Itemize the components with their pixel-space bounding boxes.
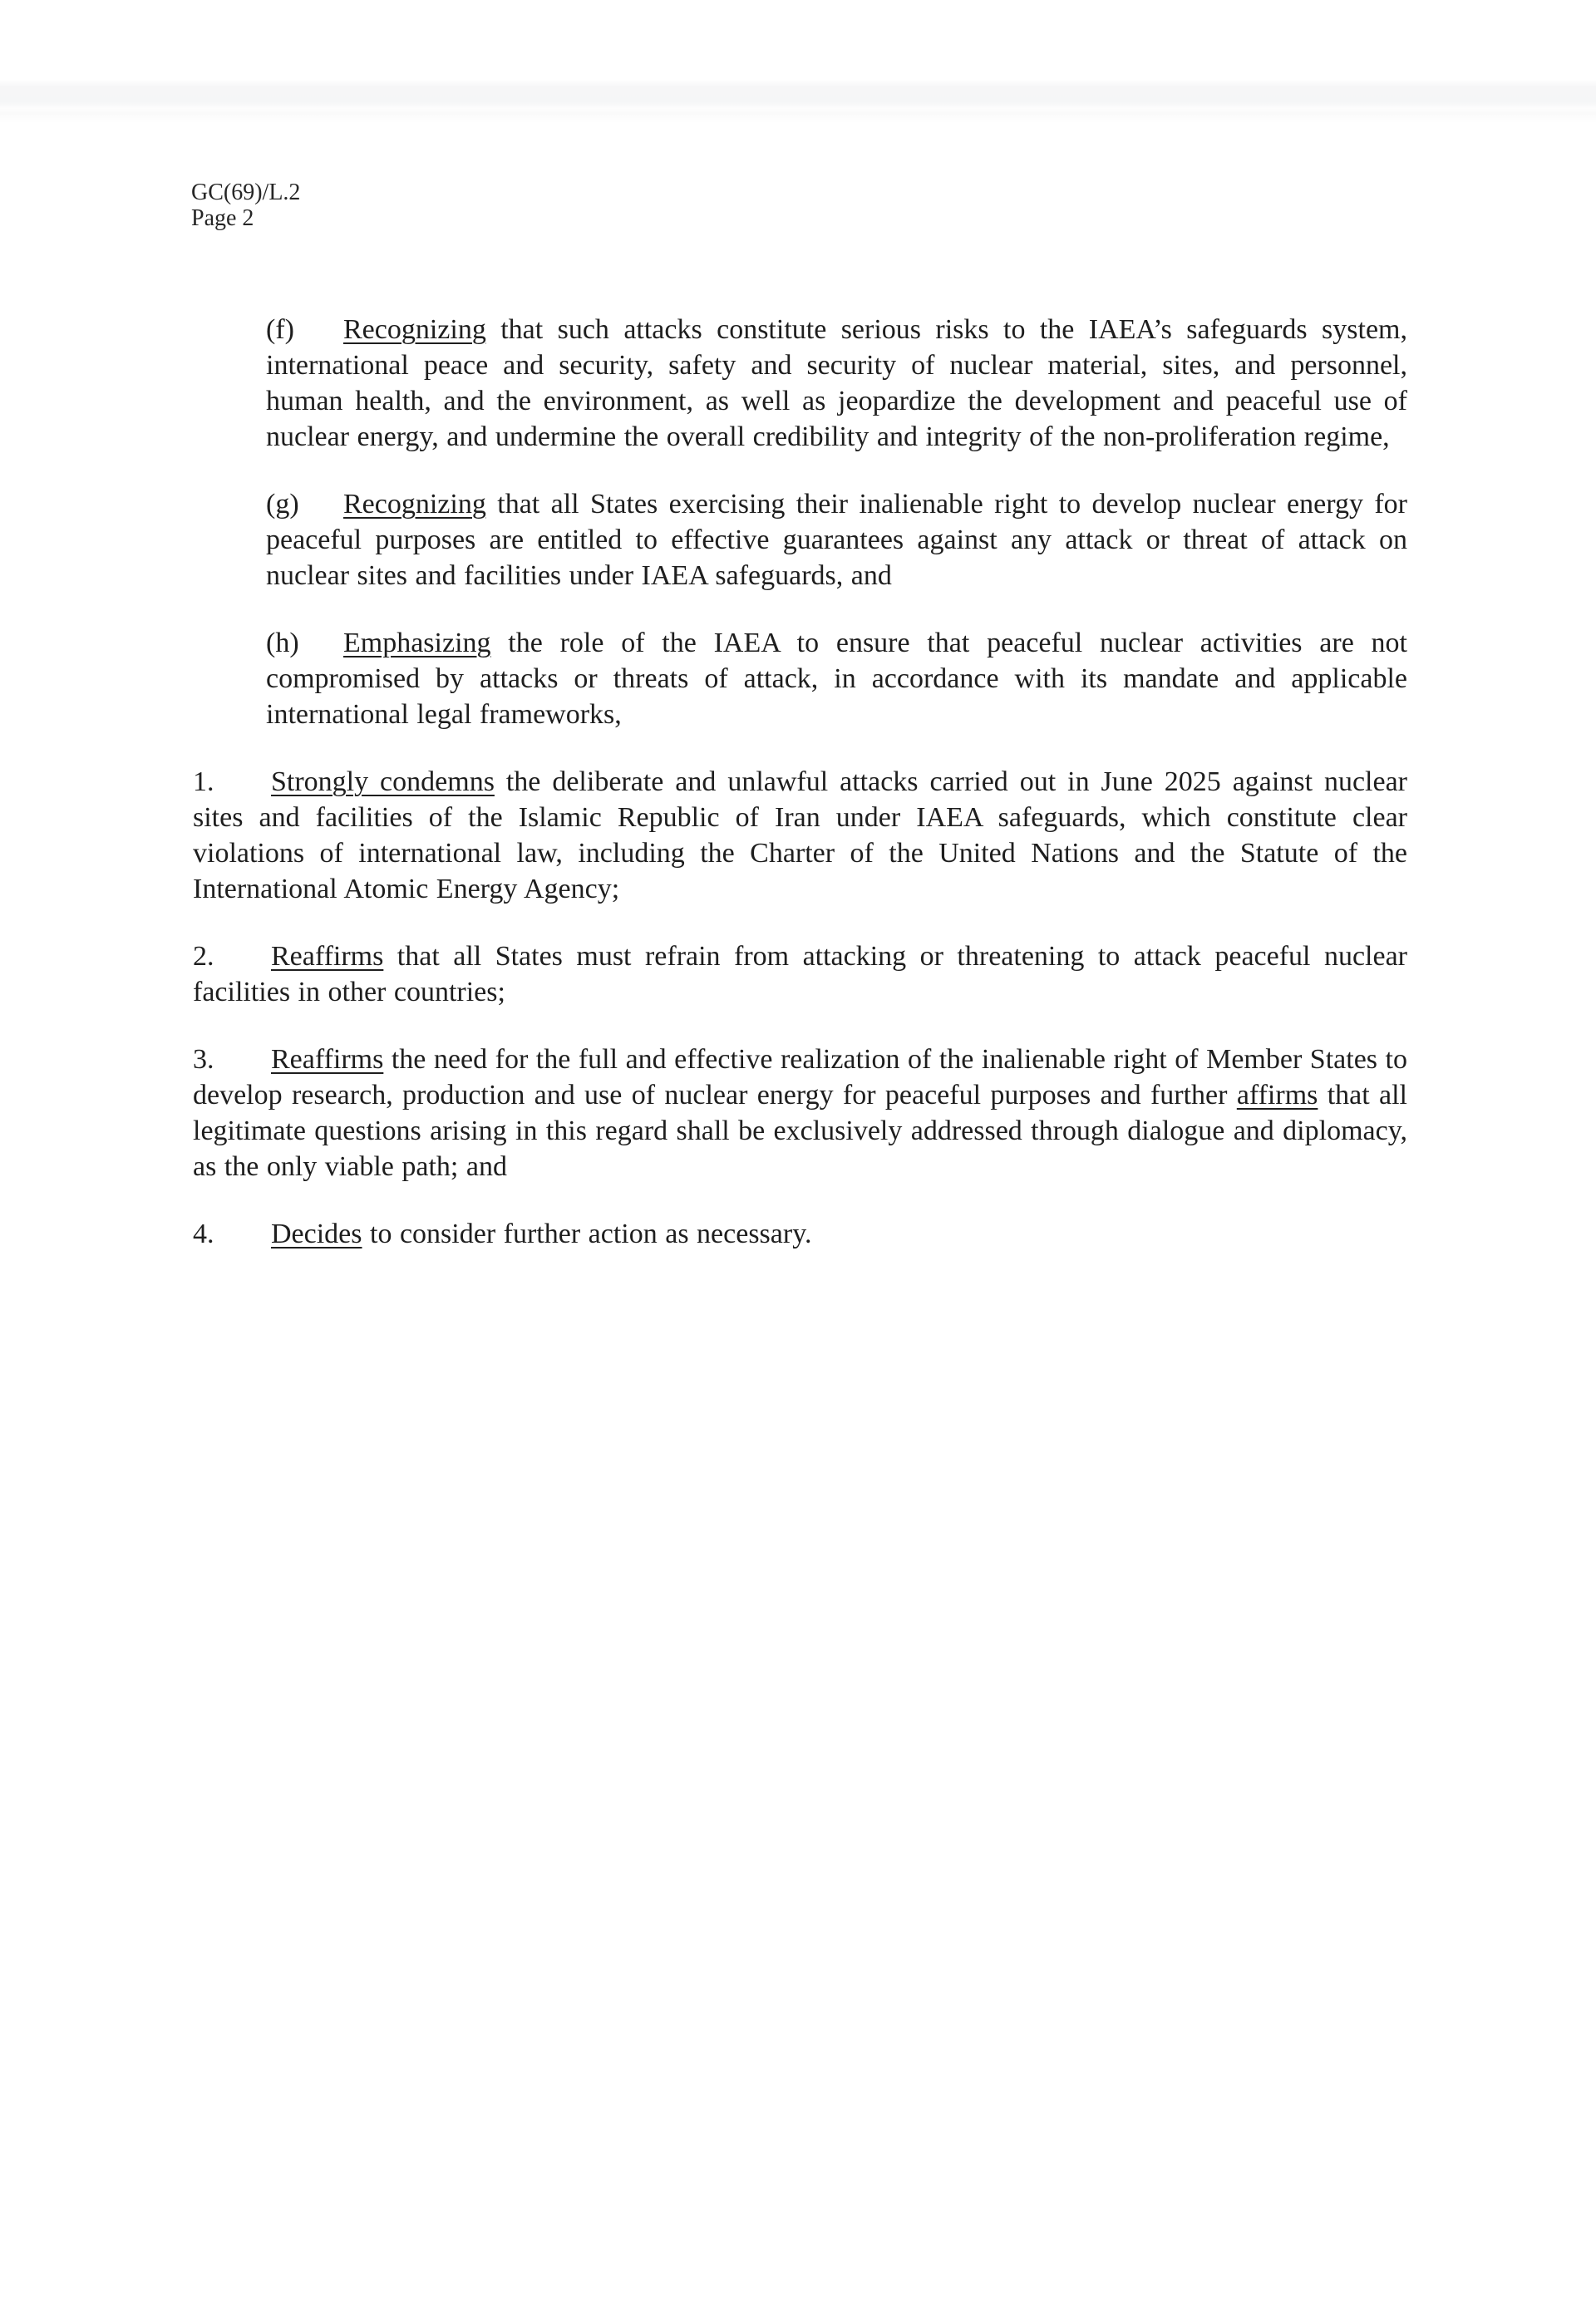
paragraph-g	[266, 486, 1407, 593]
paragraph-label: 2.	[193, 941, 214, 972]
underlined-text: Decides	[271, 1219, 362, 1249]
text-run: the role of the IAEA to ensure that peaceful nuclear activities are not compromised by attacks or threats of attack, in accordance with its mandate and applicable international legal frameworks,	[266, 628, 1407, 730]
text-run: that all States exercising their inalienable right to develop nuclear energy for peaceful purposes are entitled to effective guarantees against any attack or threat of attack on nuclear sites and facilities under IAEA safeguards, and	[266, 489, 1407, 591]
paragraph-f	[266, 312, 1407, 455]
paragraph-label: (f)	[266, 314, 294, 345]
paragraph-label: 1.	[193, 766, 214, 797]
paragraph-4	[193, 1216, 1407, 1252]
paragraph-label: (g)	[266, 489, 299, 520]
text-run: the need for the full and effective realization of the inalienable right of Member States to develop research, production and use of nuclear energy for peaceful purposes and further	[193, 1044, 1407, 1111]
underlined-text: Reaffirms	[271, 941, 384, 972]
document-header	[191, 180, 300, 231]
text-run: to consider further action as necessary.	[362, 1219, 812, 1249]
paragraph-label: (h)	[266, 628, 299, 658]
paragraph-1	[193, 764, 1407, 907]
document-body	[193, 312, 1407, 1283]
scroll-shadow-band	[0, 80, 1596, 123]
underlined-text: Reaffirms	[271, 1044, 384, 1075]
text-run: that all States must refrain from attacking or threatening to attack peaceful nuclear facilities in other countries;	[193, 941, 1407, 1007]
document-number: GC(69)/L.2	[191, 180, 301, 205]
page-number: Page 2	[191, 205, 254, 231]
paragraph-label: 4.	[193, 1219, 214, 1249]
underlined-text: Recognizing	[343, 489, 486, 520]
paragraph-label: 3.	[193, 1044, 214, 1075]
paragraph-h	[266, 625, 1407, 732]
underlined-text: affirms	[1236, 1080, 1318, 1111]
underlined-text: Recognizing	[343, 314, 486, 345]
text-run: that such attacks constitute serious risks to the IAEA’s safeguards system, international peace and security, safety and security of nuclear material, sites, and personnel, human health, and the environment, as well as jeopardize the development and peaceful use of nuclear energy, and undermine the overall credibility and integrity of the non-proliferation regime,	[266, 314, 1407, 452]
underlined-text: Strongly condemns	[271, 766, 495, 797]
text-run: the deliberate and unlawful attacks carried out in June 2025 against nuclear sites and facilities of the Islamic Republic of Iran under IAEA safeguards, which constitute clear violations of international law, including the Charter of the United Nations and the Statute of the International Atomic Energy Agency;	[193, 766, 1407, 904]
paragraph-2	[193, 938, 1407, 1010]
paragraph-3	[193, 1042, 1407, 1184]
underlined-text: Emphasizing	[343, 628, 491, 658]
text-run: that all legitimate questions arising in this regard shall be exclusively addressed through dialogue and diplomacy, as the only viable path; and	[193, 1080, 1408, 1182]
